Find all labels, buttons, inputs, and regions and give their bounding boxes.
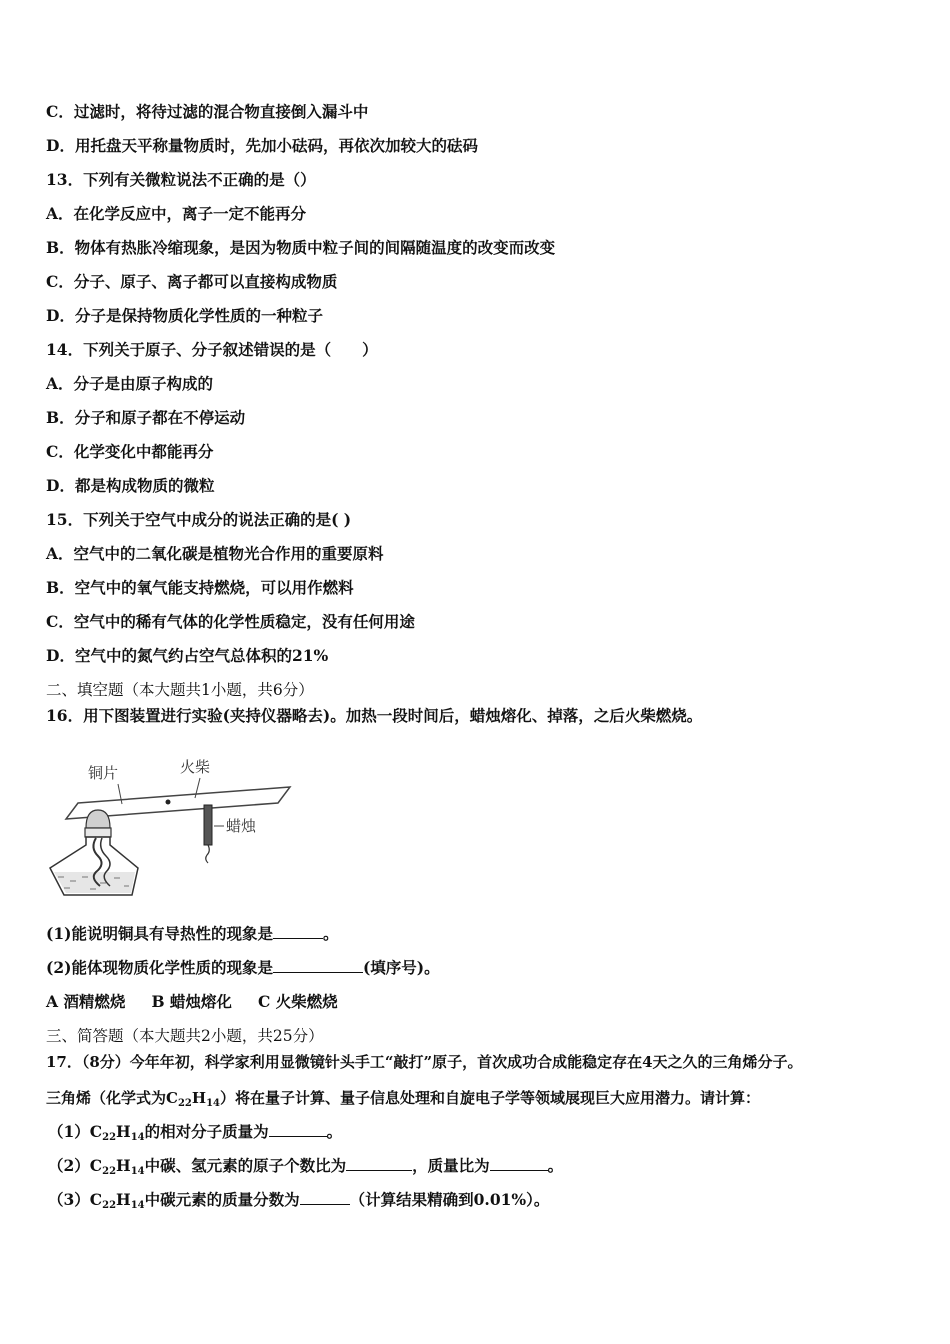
- q14-option-c: C．化学变化中都能再分: [46, 442, 214, 461]
- candle-wick: [206, 845, 210, 863]
- q14-stem: 14．下列关于原子、分子叙述错误的是（ ）: [46, 340, 378, 359]
- q15-stem: 15．下列关于空气中成分的说法正确的是( ): [46, 510, 352, 529]
- q17-p3-pre: （3）C: [48, 1190, 103, 1209]
- p3-sub-c: 22: [102, 1200, 117, 1211]
- p2-sub-h: 14: [130, 1166, 145, 1177]
- p1-sub-h: 14: [130, 1132, 145, 1143]
- q17-part-2-blank-2[interactable]: [490, 1156, 548, 1171]
- q17-p3-mid: 中碳元素的质量分数为: [144, 1190, 300, 1209]
- q13-option-c: C．分子、原子、离子都可以直接构成物质: [46, 272, 338, 291]
- lamp-flame: [86, 810, 110, 828]
- formula-sub-c: 22: [177, 1098, 192, 1109]
- q17-part-2: [48, 1156, 563, 1179]
- q17-line-2-post: ）将在量子计算、量子信息处理和自旋电子学等领域展现巨大应用潜力。请计算：: [219, 1089, 760, 1107]
- p3-h: H: [116, 1190, 131, 1209]
- p3-sub-h: 14: [130, 1200, 145, 1211]
- q17-part-1: [48, 1122, 342, 1145]
- q12-option-d: D．用托盘天平称量物质时，先加小砝码，再依次加较大的砝码: [46, 136, 478, 155]
- candle: [204, 805, 212, 845]
- q17-part-3-blank[interactable]: [300, 1190, 350, 1205]
- match-head: [166, 800, 171, 805]
- match-label: 火柴: [180, 758, 211, 776]
- p2-h: H: [116, 1156, 131, 1175]
- q17-p1-post: 的相对分子质量为: [144, 1122, 269, 1141]
- q17-p2-mid2: ，质量比为: [412, 1156, 490, 1175]
- candle-label: 蜡烛: [226, 817, 257, 835]
- q17-stem: 17．（8分）今年年初，科学家利用显微镜针头手工“敲打”原子，首次成功合成能稳定存在4天之久的三角烯分子。: [46, 1053, 803, 1071]
- q13-option-d: D．分子是保持物质化学性质的一种粒子: [46, 306, 323, 325]
- q17-p3-end: （计算结果精确到0.01%）。: [349, 1190, 550, 1209]
- copper-pointer: [118, 784, 122, 804]
- q16-choice-c: C 火柴燃烧: [257, 992, 338, 1011]
- q16-part-2-end: (填序号)。: [362, 958, 440, 977]
- formula-sub-h: 14: [206, 1098, 220, 1109]
- q16-choice-b: B 蜡烛熔化: [151, 992, 232, 1011]
- q16-choices: [46, 992, 364, 1012]
- q16-stem: 16．用下图装置进行实验(夹持仪器略去)。加热一段时间后，蜡烛熔化、掉落，之后火柴燃烧。: [46, 706, 703, 725]
- section-3-title: 三、简答题（本大题共2小题，共25分）: [46, 1027, 324, 1045]
- q16-part-1-text: (1)能说明铜具有导热性的现象是: [46, 924, 273, 943]
- p1-h: H: [116, 1122, 131, 1141]
- q17-p1-pre: （1）C: [48, 1122, 103, 1141]
- section-2-title: 二、填空题（本大题共1小题，共6分）: [46, 681, 314, 699]
- q14-option-b: B．分子和原子都在不停运动: [46, 408, 246, 427]
- q17-part-2-blank-1[interactable]: [346, 1156, 412, 1171]
- copper-label: 铜片: [88, 764, 119, 782]
- experiment-diagram: [40, 750, 310, 910]
- q17-line-2-pre: 三角烯（化学式为C: [46, 1089, 178, 1107]
- q15-option-c: C．空气中的稀有气体的化学性质稳定，没有任何用途: [46, 612, 415, 631]
- p1-sub-c: 22: [102, 1132, 117, 1143]
- q13-stem: 13．下列有关微粒说法不正确的是（）: [46, 170, 316, 189]
- q15-option-a: A．空气中的二氧化碳是植物光合作用的重要原料: [46, 544, 384, 563]
- p2-sub-c: 22: [102, 1166, 117, 1177]
- lamp-cap: [85, 828, 111, 837]
- q16-part-1-blank[interactable]: [273, 924, 323, 939]
- q17-p2-mid: 中碳、氢元素的原子个数比为: [144, 1156, 347, 1175]
- q17-p1-end: 。: [326, 1122, 343, 1141]
- q16-part-2: [46, 958, 440, 978]
- q15-option-d: D．空气中的氮气约占空气总体积的21%: [46, 646, 329, 665]
- q14-option-a: A．分子是由原子构成的: [46, 374, 214, 393]
- q17-part-3: [48, 1190, 549, 1213]
- q13-option-a: A．在化学反应中，离子一定不能再分: [46, 204, 307, 223]
- q16-part-1-end: 。: [322, 924, 339, 943]
- q16-part-1: [46, 924, 338, 944]
- q16-part-2-blank[interactable]: [273, 958, 363, 973]
- q15-option-b: B．空气中的氧气能支持燃烧，可以用作燃料: [46, 578, 354, 597]
- formula-h: H: [191, 1089, 207, 1107]
- q16-part-2-text: (2)能体现物质化学性质的现象是: [46, 958, 273, 977]
- q13-option-b: B．物体有热胀冷缩现象，是因为物质中粒子间的间隔随温度的改变而改变: [46, 238, 556, 257]
- q17-p2-pre: （2）C: [48, 1156, 103, 1175]
- q16-choice-a: A 酒精燃烧: [46, 992, 126, 1011]
- q12-option-c: C．过滤时，将待过滤的混合物直接倒入漏斗中: [46, 102, 369, 121]
- q17-part-1-blank[interactable]: [269, 1122, 327, 1137]
- match-pointer: [195, 778, 200, 798]
- q14-option-d: D．都是构成物质的微粒: [46, 476, 215, 495]
- q17-line-2: [46, 1088, 760, 1111]
- q17-p2-end: 。: [547, 1156, 564, 1175]
